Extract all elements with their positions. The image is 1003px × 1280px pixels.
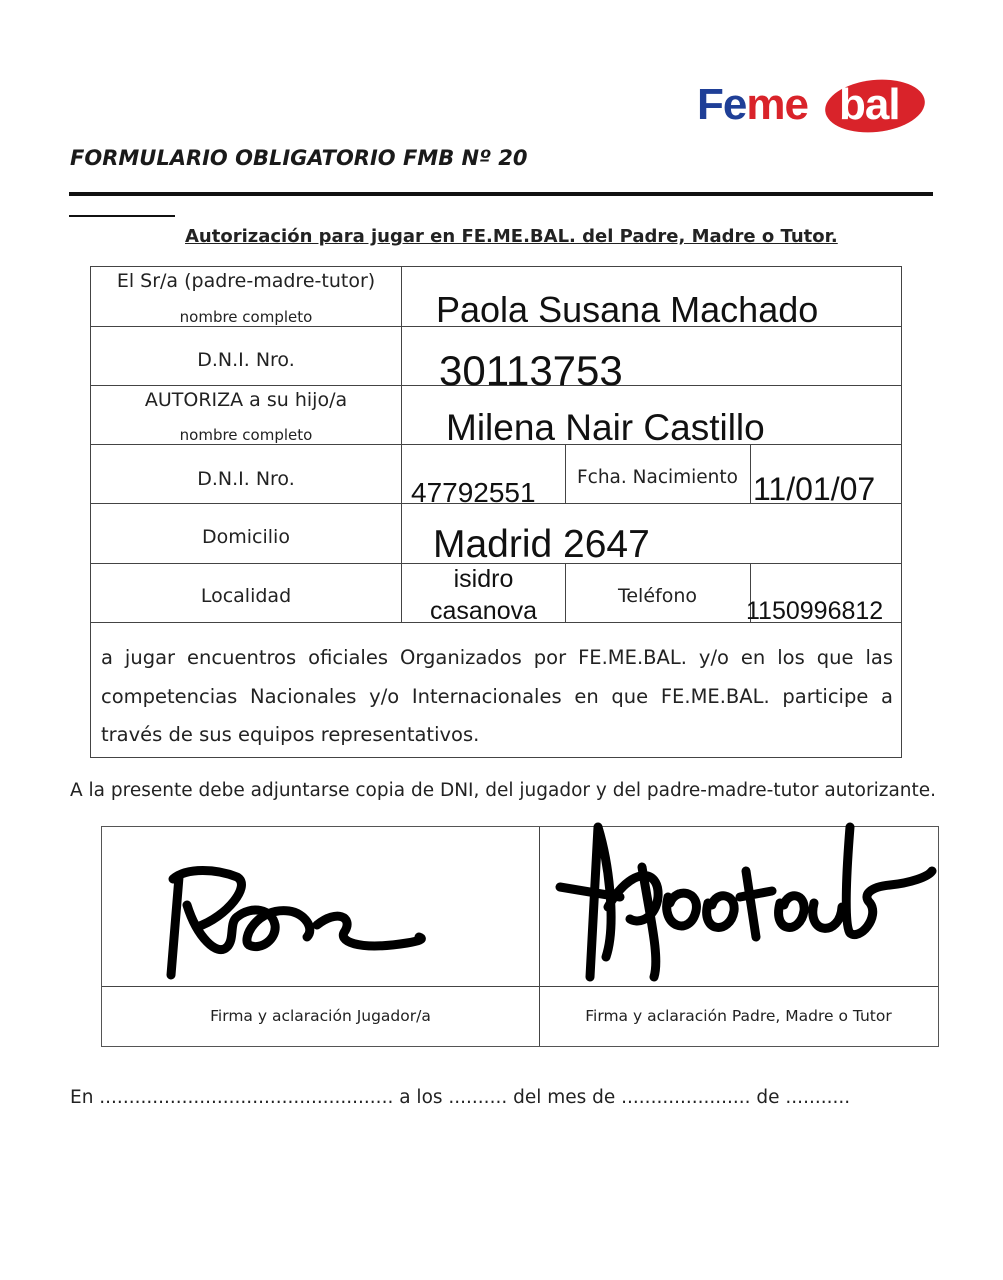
authorization-table xyxy=(90,266,902,758)
child-dni-label: D.N.I. Nro. xyxy=(197,468,295,490)
child-sublabel: nombre completo xyxy=(179,426,313,444)
guardian-name-field[interactable]: Paola Susana Machado xyxy=(436,289,819,330)
locality-field-line1[interactable]: isidro xyxy=(453,565,514,593)
attachment-notice: A la presente debe adjuntarse copia de DNI, del jugador y del padre-madre-tutor autorizante. xyxy=(70,780,937,801)
signature-table xyxy=(101,826,939,1047)
guardian-signature[interactable] xyxy=(550,807,940,987)
form-subtitle: Autorización para jugar en FE.ME.BAL. del Padre, Madre o Tutor. xyxy=(185,226,838,247)
address-field[interactable]: Madrid 2647 xyxy=(433,523,650,566)
locality-field-line2[interactable]: casanova xyxy=(429,597,538,625)
player-signature-caption: Firma y aclaración Jugador/a xyxy=(210,1007,431,1025)
date-place-line[interactable]: En .................................................. a los .......... del mes de ...................... de ........... xyxy=(70,1087,851,1108)
femebal-logo xyxy=(697,78,932,138)
guardian-sublabel: nombre completo xyxy=(179,308,313,326)
birth-date-field[interactable]: 11/01/07 xyxy=(753,471,876,507)
phone-field[interactable]: 1150996812 xyxy=(746,597,884,625)
player-signature[interactable] xyxy=(157,847,437,987)
guardian-dni-field[interactable]: 30113753 xyxy=(439,347,623,394)
address-label: Domicilio xyxy=(202,526,290,548)
guardian-signature-caption: Firma y aclaración Padre, Madre o Tutor xyxy=(585,1007,892,1025)
logo-text: Feme xyxy=(697,80,808,129)
birth-date-label: Fcha. Nacimiento xyxy=(577,467,738,488)
guardian-dni-label: D.N.I. Nro. xyxy=(197,349,295,371)
divider xyxy=(69,192,933,196)
divider-short xyxy=(69,215,175,217)
guardian-label: El Sr/a (padre-madre-tutor) xyxy=(116,270,376,292)
child-name-field[interactable]: Milena Nair Castillo xyxy=(446,407,765,448)
form-title: FORMULARIO OBLIGATORIO FMB Nº 20 xyxy=(70,146,528,170)
child-dni-field[interactable]: 47792551 xyxy=(411,477,536,508)
child-label: AUTORIZA a su hijo/a xyxy=(144,389,348,411)
locality-label: Localidad xyxy=(200,585,292,607)
logo-text-bal: bal xyxy=(839,80,900,129)
authorization-clause: a jugar encuentros oficiales Organizados por FE.ME.BAL. y/o en los que las competencias Nacionales y/o Internacionales en que FE.ME.BAL. participe a través de sus equipos representativos. xyxy=(101,646,893,746)
phone-label: Teléfono xyxy=(617,585,697,607)
